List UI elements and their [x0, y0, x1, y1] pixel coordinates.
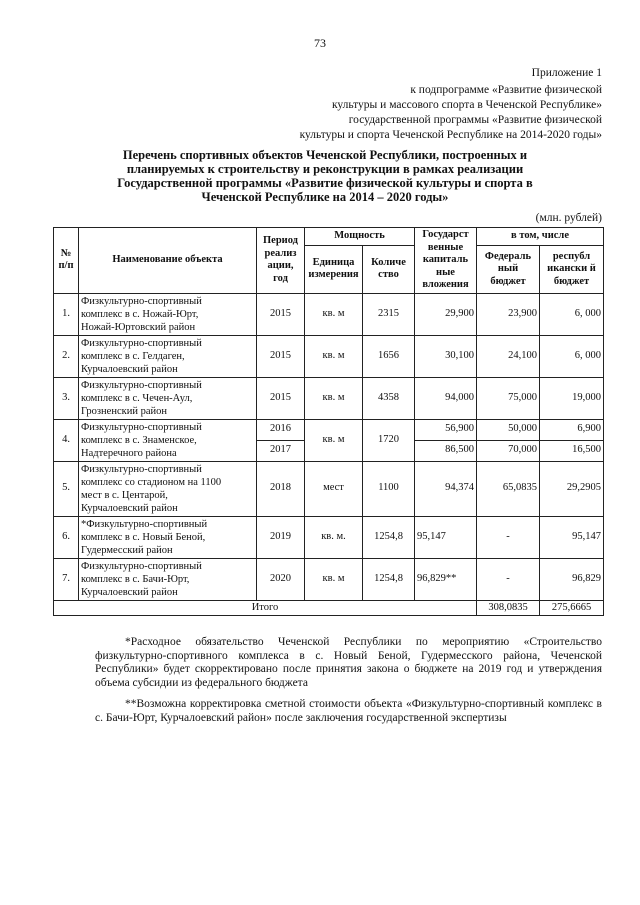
name-line: комплекс со стадионом на 1100 [81, 476, 222, 488]
table-row [54, 293, 604, 335]
row-federal: 50,000 [477, 419, 540, 440]
row-period: 2015 [257, 335, 305, 377]
objects-table [53, 227, 604, 616]
document-title [60, 148, 590, 204]
row-quantity: 1656 [363, 335, 415, 377]
title-line: Государственной программы «Развитие физической культуры и спорта в [117, 176, 533, 190]
row-num: 5. [54, 461, 79, 516]
row-republic: 95,147 [540, 516, 604, 558]
row-investment: 30,100 [415, 335, 477, 377]
row-quantity: 4358 [363, 377, 415, 419]
name-line: Физкультурно-спортивный [81, 379, 202, 391]
name-line: комплекс в с. Новый Беной, [81, 531, 206, 543]
row-object-name [79, 293, 257, 335]
header-name: Наименование объекта [79, 228, 257, 294]
name-line: Физкультурно-спортивный [81, 560, 202, 572]
row-unit: кв. м [305, 335, 363, 377]
row-unit: кв. м [305, 377, 363, 419]
row-unit: кв. м [305, 293, 363, 335]
appendix-line: культуры и массового спорта в Чеченской Республике» [331, 99, 602, 111]
name-line: комплекс в с. Гелдаген, [81, 350, 185, 362]
name-line: мест в с. Центарой, [81, 489, 168, 501]
row-unit: кв. м [305, 558, 363, 600]
row-investment: 56,900 [415, 419, 477, 440]
table-row [54, 558, 604, 600]
row-period: 2020 [257, 558, 305, 600]
row-federal: 23,900 [477, 293, 540, 335]
header-unit: Единица измерения [305, 246, 363, 293]
row-investment: 95,147 [415, 516, 477, 558]
row-num: 6. [54, 516, 79, 558]
row-investment: 94,374 [415, 461, 477, 516]
row-unit: кв. м. [305, 516, 363, 558]
total-row [54, 600, 604, 616]
row-num: 4. [54, 419, 79, 461]
row-unit: мест [305, 461, 363, 516]
table-row [54, 335, 604, 377]
name-line: *Физкультурно-спортивный [81, 518, 208, 530]
row-quantity: 1254,8 [363, 516, 415, 558]
row-period: 2017 [257, 440, 305, 461]
row-object-name [79, 558, 257, 600]
row-quantity: 1254,8 [363, 558, 415, 600]
table-row [54, 419, 604, 440]
row-federal: 24,100 [477, 335, 540, 377]
row-republic: 6, 000 [540, 293, 604, 335]
appendix-head: Приложение 1 [531, 67, 602, 79]
appendix-block [242, 66, 602, 143]
row-republic: 29,2905 [540, 461, 604, 516]
appendix-line: к подпрограмме «Развитие физической [410, 84, 602, 96]
name-line: Надтеречного района [81, 447, 177, 459]
total-label: Итого [54, 600, 477, 616]
name-line: Физкультурно-спортивный [81, 337, 202, 349]
row-quantity: 2315 [363, 293, 415, 335]
header-republic: республ икански й бюджет [540, 246, 604, 293]
name-line: комплекс в с. Чечен-Аул, [81, 392, 193, 404]
header-including: в том, числе [477, 228, 604, 246]
name-line: комплекс в с. Ножай-Юрт, [81, 308, 199, 320]
header-num: № п/п [54, 228, 79, 294]
table-row [54, 516, 604, 558]
appendix-line: государственной программы «Развитие физической [348, 114, 602, 126]
row-investment: 29,900 [415, 293, 477, 335]
name-line: Физкультурно-спортивный [81, 295, 202, 307]
row-quantity: 1100 [363, 461, 415, 516]
row-unit: кв. м [305, 419, 363, 461]
row-num: 1. [54, 293, 79, 335]
footnotes [95, 636, 602, 733]
title-line: планируемых к строительству и реконструкции в рамках реализации [126, 162, 524, 176]
total-federal: 308,0835 [477, 600, 540, 616]
name-line: Курчалоевский район [81, 502, 178, 514]
row-object-name [79, 419, 257, 461]
units-label: (млн. рублей) [535, 212, 602, 224]
row-investment: 86,500 [415, 440, 477, 461]
header-period: Период реализ ации, год [257, 228, 305, 294]
header-capacity: Мощность [305, 228, 415, 246]
row-period: 2016 [257, 419, 305, 440]
name-line: Курчалоевский район [81, 363, 178, 375]
row-republic: 6, 000 [540, 335, 604, 377]
row-num: 3. [54, 377, 79, 419]
row-investment: 94,000 [415, 377, 477, 419]
row-num: 2. [54, 335, 79, 377]
name-line: Физкультурно-спортивный [81, 463, 202, 475]
row-republic: 6,900 [540, 419, 604, 440]
name-line: Физкультурно-спортивный [81, 421, 202, 433]
row-republic: 19,000 [540, 377, 604, 419]
row-object-name [79, 516, 257, 558]
footnote-1: *Расходное обязательство Чеченской Республики по мероприятию «Строительство физкультурно-спортивного комплекса в с. Новый Беной, Гудермесского района, Чеченской Республики» будет скорректировано после принятия закона о бюджете на 2019 год и утверждения объема субсидии из федерального бюджета [95, 636, 602, 689]
name-line: Ножай-Юртовский район [81, 321, 196, 333]
row-republic: 96,829 [540, 558, 604, 600]
row-federal: 75,000 [477, 377, 540, 419]
row-federal: - [477, 516, 540, 558]
header-quantity: Количе ство [363, 246, 415, 293]
name-line: комплекс в с. Знаменское, [81, 434, 197, 446]
total-republic: 275,6665 [540, 600, 604, 616]
page-number: 73 [314, 36, 326, 50]
row-object-name [79, 461, 257, 516]
row-period: 2015 [257, 377, 305, 419]
name-line: комплекс в с. Бачи-Юрт, [81, 573, 190, 585]
row-object-name [79, 335, 257, 377]
row-period: 2018 [257, 461, 305, 516]
row-investment: 96,829** [415, 558, 477, 600]
name-line: Грозненский район [81, 405, 167, 417]
row-period: 2019 [257, 516, 305, 558]
row-republic: 16,500 [540, 440, 604, 461]
table-row [54, 461, 604, 516]
title-line: Чеченской Республике на 2014 – 2020 годы» [201, 190, 449, 204]
footnote-2: **Возможна корректировка сметной стоимости объекта «Физкультурно-спортивный комплекс в с. Бачи-Юрт, Курчалоевский район» после заключения государственной экспертизы [95, 698, 602, 724]
appendix-line: культуры и спорта Чеченской Республике на 2014-2020 годы» [299, 129, 602, 141]
title-line: Перечень спортивных объектов Чеченской Республики, построенных и [122, 148, 528, 162]
header-investment: Государст венные капиталь ные вложения [415, 228, 477, 294]
row-federal: 70,000 [477, 440, 540, 461]
name-line: Курчалоевский район [81, 586, 178, 598]
row-quantity: 1720 [363, 419, 415, 461]
row-num: 7. [54, 558, 79, 600]
row-federal: - [477, 558, 540, 600]
name-line: Гудермесский район [81, 544, 173, 556]
row-federal: 65,0835 [477, 461, 540, 516]
row-period: 2015 [257, 293, 305, 335]
table-row [54, 377, 604, 419]
row-object-name [79, 377, 257, 419]
header-federal: Федераль ный бюджет [477, 246, 540, 293]
